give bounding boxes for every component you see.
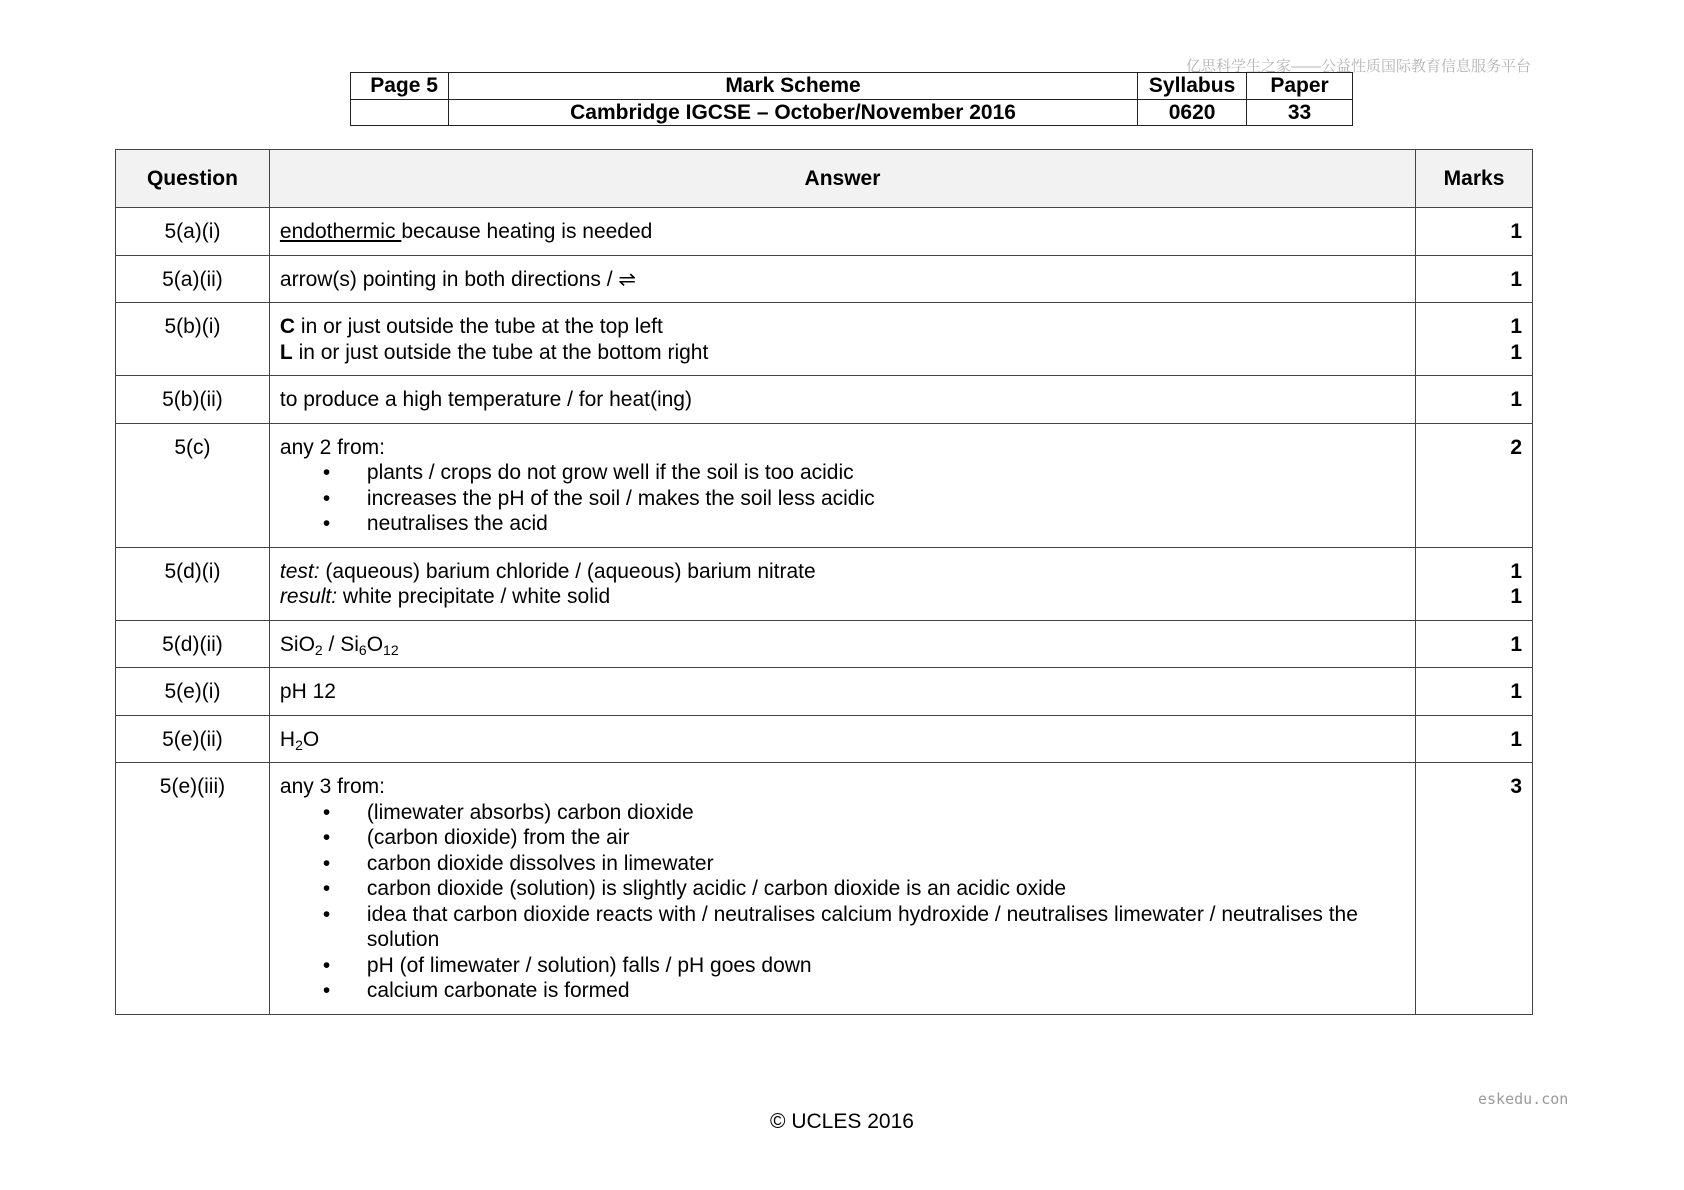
table-row (116, 208, 1533, 256)
question-number: 5(e)(i) (116, 668, 270, 716)
bullet-text: increases the pH of the soil / makes the soil less acidic (366, 486, 875, 510)
exam-name: Cambridge IGCSE – October/November 2016 (448, 99, 1137, 126)
bullet-item (280, 953, 1405, 979)
answer (269, 715, 1415, 763)
formula-subscript: 2 (314, 641, 323, 658)
question-number: 5(a)(i) (116, 208, 270, 256)
table-row (116, 763, 1533, 1015)
footer-copyright: © UCLES 2016 (770, 1110, 914, 1133)
bullet-text: (limewater absorbs) carbon dioxide (366, 800, 694, 824)
table-row (116, 715, 1533, 763)
header-table (350, 72, 1353, 126)
bullet-icon: • (322, 461, 331, 484)
answer (269, 547, 1415, 620)
answer-intro: any 3 from: (279, 775, 385, 798)
answer-text: (aqueous) barium chloride / (aqueous) barium nitrate (319, 559, 816, 583)
answer-line (280, 559, 1405, 585)
answer: pH 12 (269, 668, 1415, 716)
answer: arrow(s) pointing in both directions / ⇌ (269, 255, 1415, 303)
table-row (116, 547, 1533, 620)
bullet-icon: • (322, 979, 331, 1002)
question-number: 5(d)(i) (116, 547, 270, 620)
label-bold: C (279, 315, 296, 338)
bullet-text: plants / crops do not grow well if the soil is too acidic (366, 461, 854, 484)
table-row (116, 620, 1533, 668)
mark-value: 1 (1510, 315, 1522, 338)
bullet-icon: • (322, 902, 331, 926)
marks: 1 (1416, 208, 1533, 256)
bullet-text: carbon dioxide (solution) is slightly acidic / carbon dioxide is an acidic oxide (366, 877, 1067, 900)
formula-text: H (279, 727, 296, 751)
formula-subscript: 12 (383, 641, 399, 658)
bullet-icon: • (322, 851, 331, 875)
answer (269, 763, 1415, 1015)
answer-line (280, 340, 1405, 366)
paper-number: 33 (1247, 99, 1353, 126)
column-header-marks: Marks (1416, 150, 1533, 208)
table-row (116, 668, 1533, 716)
question-number: 5(b)(ii) (116, 376, 270, 424)
table-row (116, 303, 1533, 376)
bullet-icon: • (322, 877, 331, 900)
answer-underlined: endothermic (279, 220, 402, 243)
table-row (116, 376, 1533, 424)
bullet-icon: • (322, 512, 331, 535)
answer-line (280, 314, 1405, 340)
syllabus-label: Syllabus (1138, 73, 1247, 100)
mark-value: 1 (1510, 585, 1522, 608)
mark-scheme-table (115, 149, 1533, 1015)
column-header-question: Question (116, 150, 270, 208)
answer-line (280, 584, 1405, 610)
question-number: 5(c) (116, 423, 270, 547)
question-number: 5(e)(iii) (116, 763, 270, 1015)
answer-text: in or just outside the tube at the bottom right (292, 340, 709, 364)
bullet-item (280, 978, 1405, 1004)
bullet-item (280, 851, 1405, 877)
bullet-icon: • (322, 953, 331, 977)
answer (269, 303, 1415, 376)
mark-value: 1 (1510, 340, 1522, 364)
marks: 3 (1416, 763, 1533, 1015)
question-number: 5(a)(ii) (116, 255, 270, 303)
question-number: 5(b)(i) (116, 303, 270, 376)
answer: to produce a high temperature / for heat(ing) (269, 376, 1415, 424)
bullet-text: (carbon dioxide) from the air (366, 826, 630, 849)
bullet-continuation (280, 927, 1405, 953)
formula-subscript: 6 (358, 641, 367, 658)
answer (269, 620, 1415, 668)
label-italic: test: (279, 559, 320, 583)
answer (269, 208, 1415, 256)
answer (269, 423, 1415, 547)
bullet-text: solution (366, 928, 440, 951)
marks: 1 (1416, 255, 1533, 303)
page-number: Page 5 (351, 73, 449, 100)
bullet-item (280, 486, 1405, 512)
answer-text: white precipitate / white solid (337, 585, 611, 608)
bullet-item (280, 825, 1405, 851)
answer-text: in or just outside the tube at the top left (295, 315, 663, 338)
table-row (116, 423, 1533, 547)
paper-label: Paper (1247, 73, 1353, 100)
bullet-item (280, 902, 1405, 928)
bullet-item (280, 460, 1405, 486)
answer-text: because heating is needed (401, 220, 653, 243)
marks (1416, 303, 1533, 376)
marks: 1 (1416, 376, 1533, 424)
table-header-row (116, 150, 1533, 208)
marks: 2 (1416, 423, 1533, 547)
marks (1416, 547, 1533, 620)
label-bold: L (279, 340, 293, 364)
bullet-icon: • (322, 826, 331, 849)
bullet-icon: • (322, 486, 331, 510)
marks: 1 (1416, 668, 1533, 716)
bullet-icon: • (322, 800, 331, 824)
header-blank (351, 99, 449, 126)
marks: 1 (1416, 715, 1533, 763)
column-header-answer: Answer (269, 150, 1415, 208)
formula-text: / Si (322, 632, 359, 656)
marks: 1 (1416, 620, 1533, 668)
question-number: 5(d)(ii) (116, 620, 270, 668)
formula-subscript: 2 (295, 736, 303, 753)
header-title: Mark Scheme (448, 73, 1137, 100)
syllabus-code: 0620 (1138, 99, 1247, 126)
formula-text: O (302, 727, 320, 751)
formula-text: O (366, 632, 384, 656)
mark-value: 1 (1510, 559, 1522, 583)
bullet-text: idea that carbon dioxide reacts with / neutralises calcium hydroxide / neutralises limewater / neutralises the (366, 902, 1358, 926)
answer-intro: any 2 from: (279, 435, 385, 459)
bullet-item (280, 876, 1405, 902)
bullet-text: neutralises the acid (366, 512, 548, 535)
watermark-bottom: eskedu.con (1478, 1090, 1569, 1108)
watermark-top: 亿思科学生之家——公益性质国际教育信息服务平台 (1186, 58, 1532, 75)
question-number: 5(e)(ii) (116, 715, 270, 763)
bullet-item (280, 800, 1405, 826)
table-row (116, 255, 1533, 303)
bullet-text: carbon dioxide dissolves in limewater (366, 851, 714, 875)
bullet-text: calcium carbonate is formed (366, 979, 630, 1002)
bullet-text: pH (of limewater / solution) falls / pH goes down (366, 953, 812, 977)
label-italic: result: (279, 585, 338, 608)
bullet-item (280, 511, 1405, 537)
formula-text: SiO (279, 632, 315, 656)
